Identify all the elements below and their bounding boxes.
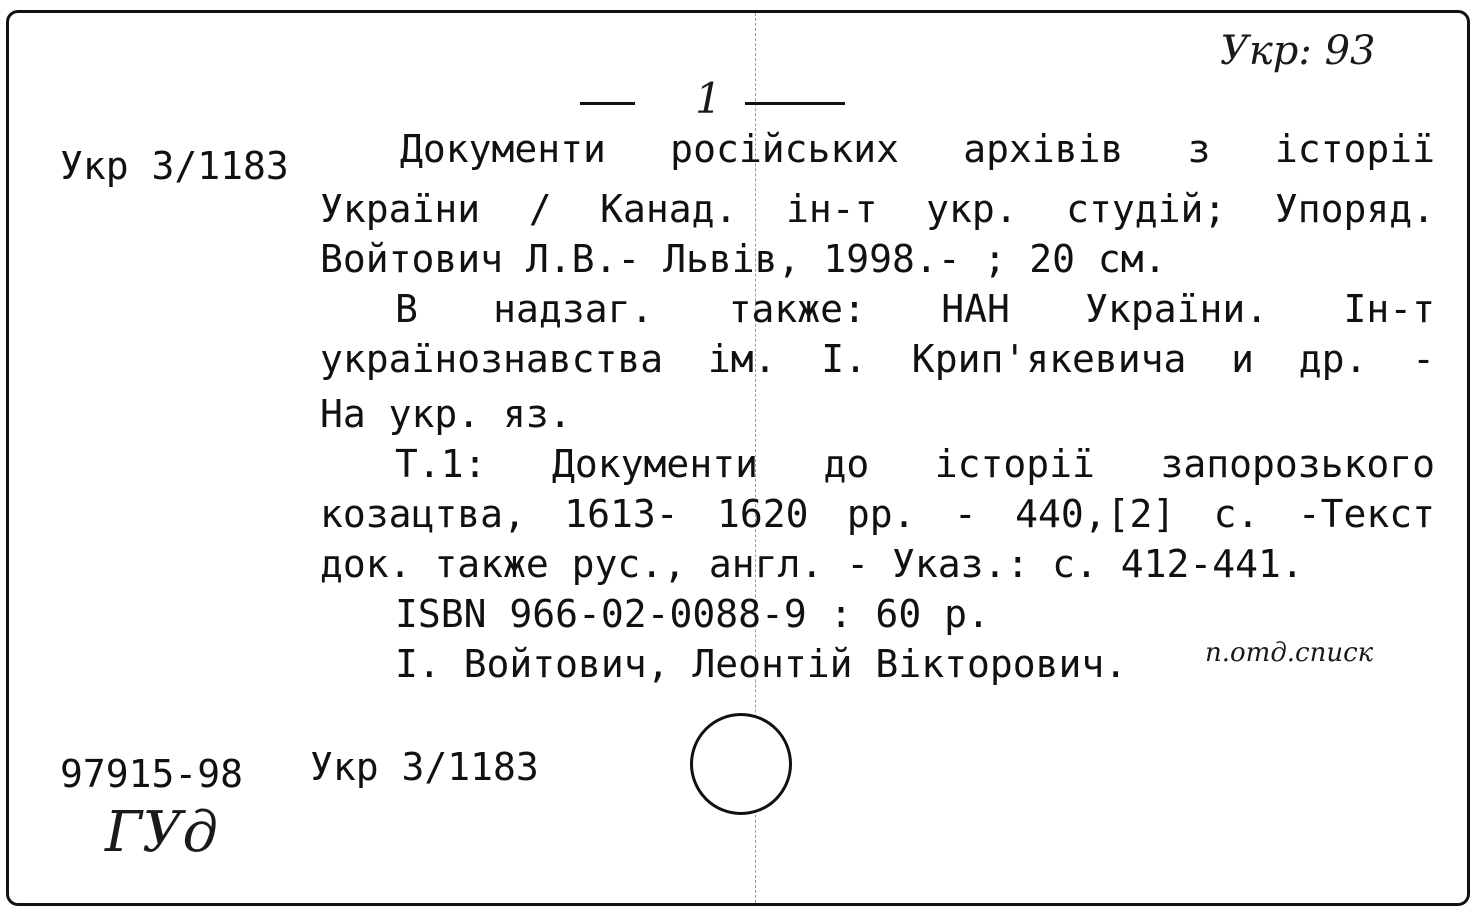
entry-line-4: В надзаг. также: НАН України. Ін-т <box>395 287 1435 331</box>
handwritten-shelf-note: Укр: 93 <box>1220 28 1376 74</box>
entry-line-8: козацтва, 1613- 1620 рр. - 440,[2] с. -Текст <box>320 492 1435 536</box>
card-number <box>580 74 850 123</box>
entry-line-3: Войтович Л.В.- Львів, 1998.- ; 20 см. <box>320 237 1167 281</box>
entry-line-10: ISBN 966-02-0088-9 : 60 р. <box>395 592 990 636</box>
entry-line-2: України / Канад. ін-т укр. студій; Упоряд. <box>320 187 1435 231</box>
entry-line-9: док. также рус., англ. - Указ.: с. 412-441. <box>320 542 1304 586</box>
handwritten-margin-note: п.отд.списк <box>1205 638 1374 668</box>
entry-line-5: українознавства ім. І. Крип'якевича и др. - <box>320 337 1435 381</box>
punch-hole <box>690 713 792 815</box>
entry-line-7: Т.1: Документи до історії запорозького <box>395 442 1435 486</box>
handwritten-code: ГУд <box>105 800 219 865</box>
entry-line-11: І. Войтович, Леонтій Вікторович. <box>395 642 1128 686</box>
accession-number: 97915-98 <box>60 752 244 796</box>
entry-line-1: Документи російських архівів з історії <box>400 127 1435 171</box>
call-number: Укр 3/1183 <box>60 144 289 188</box>
bottom-call-number: Укр 3/1183 <box>310 745 539 789</box>
card-number-value: 1 <box>695 74 722 123</box>
entry-line-6: На укр. яз. <box>320 392 572 436</box>
